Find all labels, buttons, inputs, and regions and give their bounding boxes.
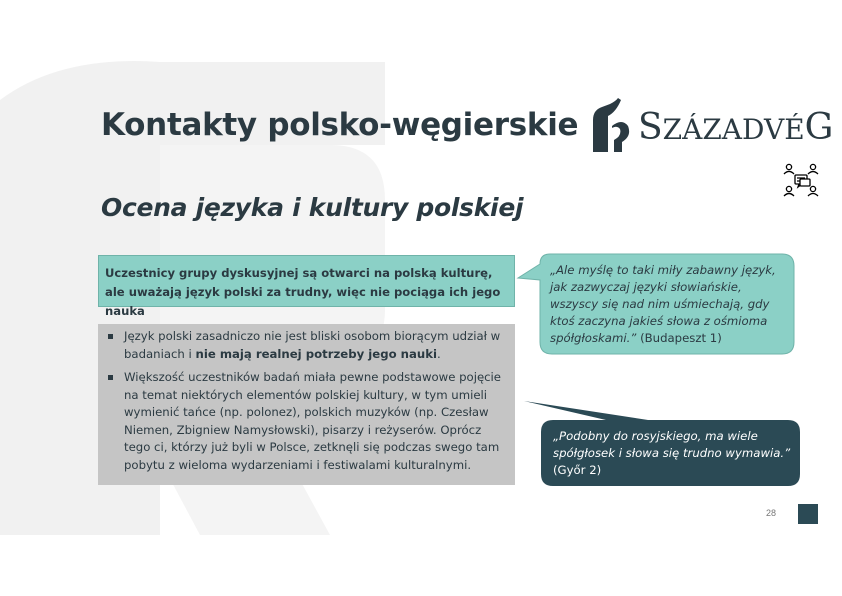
page-subtitle: Ocena języka i kultury polskiej [101, 193, 524, 222]
list-item: Większość uczestników badań miała pewne podstawowe pojęcie na temat niektórych elementów polskiej kultury, w tym umieli wymienić tańce (np. polonez), polskich muzyków (np. Czesław Niemen, Zbigniew Namysłowski), pisarzy i reżyserów. Oprócz tego ci, którzy już byli w Polsce, zetknęli się podczas swego tam pobytu z wieloma wydarzeniami i festiwalami kulturalnymi. [106, 369, 507, 474]
page-title: Kontakty polsko-węgierskie [101, 107, 579, 143]
page-number-square [798, 504, 818, 524]
list-item: Język polski zasadniczo nie jest bliski osobom biorącym udział w badaniach i nie mają realnej potrzeby jego nauki. [106, 328, 507, 363]
quote-budapest: „Ale myślę to taki miły zabawny język, jak zazwyczaj języki słowiańskie, wszyscy się nad nim uśmiechają, gdy ktoś zaczyna jakieś słowa z ośmioma spółgłoskami.” (Budapeszt 1) [550, 263, 776, 345]
page-number: 28 [766, 508, 777, 518]
logo-wordmark: SZÁZADVÉG [638, 107, 834, 148]
quote-gyor: „Podobny do rosyjskiego, ma wiele spółgłosek i słowa się trudno wymawia.” (Győr 2) [553, 429, 791, 477]
summary-box: Uczestnicy grupy dyskusyjnej są otwarci na polską kulturę, ale uważają język polski za trudny, więc nie pociąga ich jego nauka [98, 255, 515, 307]
